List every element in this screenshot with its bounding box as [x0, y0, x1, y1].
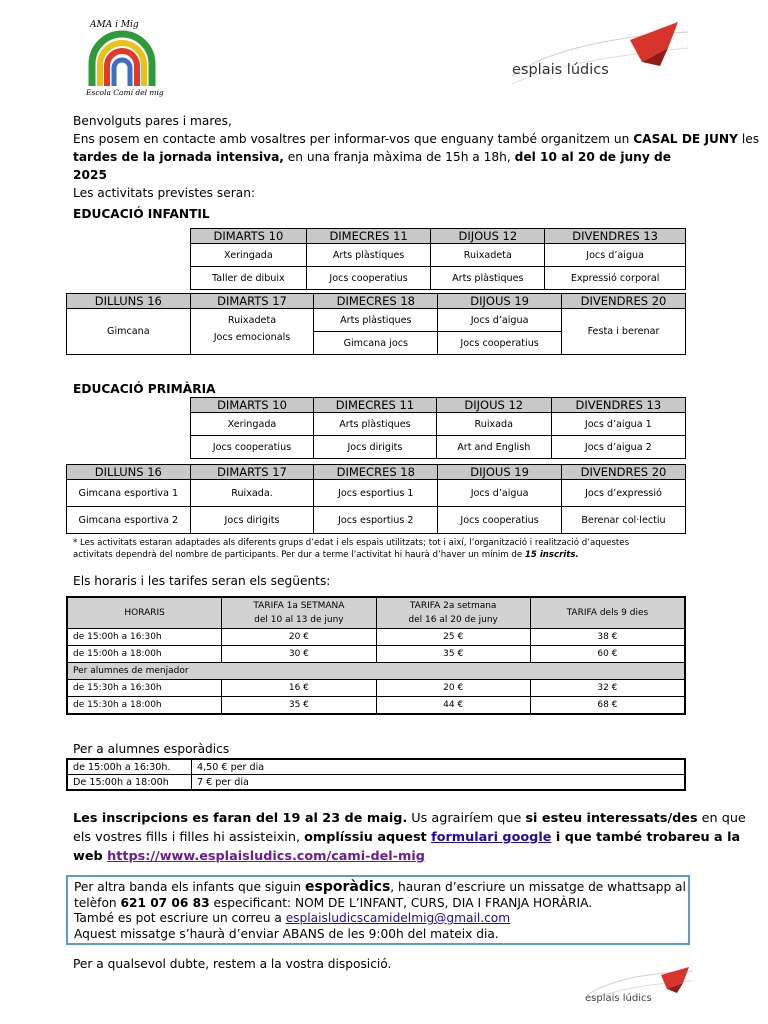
- footer-brand-logo: [585, 965, 695, 1015]
- activity-cell: Ruixada.: [190, 480, 314, 507]
- prices-table: [66, 596, 686, 715]
- tarifa-1-title: TARIFA 1a SETMANA: [253, 601, 345, 611]
- day-header: DIMARTS 10: [191, 398, 314, 413]
- day-header: DIMECRES 11: [313, 398, 436, 413]
- activities-note: [73, 537, 689, 561]
- box-text: També es pot escriure un correu a: [74, 911, 286, 925]
- intro-text-end: les: [737, 132, 760, 146]
- box-text: telèfon: [74, 895, 121, 910]
- prices-header-tarifa-2: [376, 597, 530, 629]
- box-line-1: [74, 880, 688, 896]
- activity-cell: Jocs esportius 2: [314, 507, 438, 534]
- brand-name: esplais lúdics: [512, 62, 609, 78]
- brand-swoosh-icon: [510, 18, 690, 94]
- day-header: DIVENDRES 13: [551, 398, 685, 413]
- box-text: Per altra banda els infants que siguin: [74, 880, 306, 894]
- activity-cell: Arts plàstiques: [313, 413, 436, 436]
- day-header: DIJOUS 12: [431, 229, 545, 244]
- closing: Per a qualsevol dubte, restem a la vostra disposició.: [73, 957, 392, 971]
- activity-cell: Festa i berenar: [561, 309, 685, 355]
- price-value: 16 €: [222, 680, 376, 697]
- price-value: 20 €: [222, 629, 376, 646]
- price-schedule: de 15:30h a 16:30h: [67, 680, 222, 697]
- activity-cell: Taller de dibuix: [191, 267, 307, 290]
- activity-cell: Xeringada: [191, 413, 314, 436]
- intro-bold-1: tardes de la jornada intensiva,: [73, 150, 284, 164]
- primaria-title: EDUCACIÓ PRIMÀRIA: [73, 382, 216, 396]
- esporadic-price: 7 € per dia: [192, 775, 686, 791]
- inscripcions-line-2: [73, 828, 741, 847]
- box-text: [68, 877, 688, 942]
- box-line-2: [74, 896, 688, 912]
- day-header: DIVENDRES 13: [545, 229, 686, 244]
- day-header: DIMECRES 18: [314, 294, 438, 309]
- school-logo: [82, 20, 162, 100]
- box-esporadics: esporàdics: [305, 879, 391, 895]
- prices-intro: Els horaris i les tarifes seran els següents:: [73, 574, 331, 588]
- activity-cell: Jocs emocionals: [190, 332, 314, 355]
- inscripcions-line-3: [73, 847, 693, 866]
- activity-cell: Jocs d’aigua 1: [551, 413, 685, 436]
- brand-swoosh-icon: [585, 965, 695, 1015]
- activity-cell: Jocs dirigits: [190, 507, 314, 534]
- tarifa-1-dates: del 10 al 13 de juny: [254, 615, 344, 625]
- box-text: especificant: NOM DE L’INFANT, CURS, DIA I FRANJA HORÀRIA.: [209, 895, 593, 910]
- price-value: 38 €: [530, 629, 685, 646]
- activity-cell: Jocs cooperatius: [438, 507, 562, 534]
- activity-cell: Gimcana esportiva 2: [67, 507, 191, 534]
- day-header: DIJOUS 19: [438, 294, 562, 309]
- email-link[interactable]: esplaisludicscamidelmig@gmail.com: [285, 911, 511, 925]
- infantil-title: EDUCACIÓ INFANTIL: [73, 207, 210, 221]
- activity-cell: Gimcana jocs: [314, 332, 438, 355]
- website-link[interactable]: https://www.esplaisludics.com/cami-del-mig: [107, 849, 425, 864]
- box-text: , hauran d’escriure un missatge de whattsapp al: [390, 880, 686, 894]
- inscripcions-text-bold: i que també trobareu a la: [551, 830, 741, 845]
- note-line-1: * Les activitats estaran adaptades als diferents grups d’edat i els espais utilitzats; tot i així, l’organització i realització d’aquestes: [73, 538, 630, 548]
- inscripcions-dates: Les inscripcions es faran del 19 al 23 de maig.: [73, 811, 408, 826]
- activity-cell: Jocs d’aigua 2: [551, 436, 685, 459]
- activity-cell: Arts plàstiques: [314, 309, 438, 332]
- box-line-4: Aquest missatge s’haurà d’enviar ABANS de les 9:00h del mateix dia.: [74, 926, 499, 941]
- esporadic-schedule: De 15:00h a 18:00h: [67, 775, 192, 791]
- esporadics-table: [66, 758, 686, 791]
- activity-cell: Jocs cooperatius: [191, 436, 314, 459]
- min-inscrits: 15 inscrits.: [524, 550, 579, 560]
- inscripcions: [73, 809, 746, 866]
- price-value: 60 €: [530, 646, 685, 663]
- note-text: activitats dependrà del nombre de participants. Per dur a terme l’activitat hi haurà d’haver un mínim de: [73, 550, 525, 560]
- price-value: 20 €: [376, 680, 530, 697]
- greeting: Benvolguts pares i mares,: [73, 114, 232, 128]
- activity-cell: Jocs d’aigua: [438, 309, 562, 332]
- esporadics-title: Per a alumnes esporàdics: [73, 742, 230, 756]
- day-header: DIVENDRES 20: [561, 465, 685, 480]
- prices-header-horaris: HORARIS: [67, 597, 222, 629]
- footer-brand-name: esplais lúdics: [585, 993, 652, 1004]
- day-header: DIMECRES 11: [306, 229, 431, 244]
- price-value: 35 €: [222, 697, 376, 715]
- inscripcions-omplissiu: omplíssiu aquest: [304, 830, 432, 845]
- activity-cell: Ruixadeta: [431, 244, 545, 267]
- day-header: DIMARTS 17: [190, 294, 314, 309]
- intro-line-3: Les activitats previstes seran:: [73, 186, 256, 200]
- price-value: 25 €: [376, 629, 530, 646]
- day-header: DIMECRES 18: [314, 465, 438, 480]
- tarifa-2-title: TARIFA 2a setmana: [409, 601, 497, 611]
- intro-line-1: [73, 130, 760, 148]
- day-header: DIVENDRES 20: [561, 294, 685, 309]
- infantil-schedule-week2: [66, 293, 686, 355]
- activity-cell: Jocs d’aigua: [545, 244, 686, 267]
- intro-text: Ens posem en contacte amb vosaltres per informar-vos que enguany també organitzem un: [73, 132, 634, 146]
- primaria-schedule-week2: [66, 464, 686, 534]
- activity-cell: Expressió corporal: [545, 267, 686, 290]
- rainbow-icon: [86, 30, 158, 88]
- day-header: DIJOUS 12: [436, 398, 551, 413]
- intro-franja: en una franja màxima de 15h a 18h,: [283, 150, 515, 164]
- inscripcions-line-1: [73, 809, 746, 828]
- activity-cell: Jocs dirigits: [313, 436, 436, 459]
- box-line-3: [74, 911, 688, 927]
- google-form-link[interactable]: formulari google: [431, 830, 552, 845]
- intro-line-2: [73, 148, 693, 184]
- menjador-label: Per alumnes de menjador: [67, 663, 685, 680]
- esporadic-price: 4,50 € per dia: [192, 759, 686, 775]
- infantil-schedule-week1: [190, 228, 686, 290]
- esporadic-schedule: de 15:00h a 16:30h.: [67, 759, 192, 775]
- whatsapp-phone: 621 07 06 83: [120, 895, 210, 910]
- activity-cell: Berenar col·lectiu: [561, 507, 685, 534]
- activity-cell: Ruixada: [436, 413, 551, 436]
- activity-cell: Gimcana esportiva 1: [67, 480, 191, 507]
- tarifa-2-dates: del 16 al 20 de juny: [408, 615, 498, 625]
- activity-cell: Jocs cooperatius: [438, 332, 562, 355]
- inscripcions-web-label: web: [73, 849, 108, 864]
- price-value: 32 €: [530, 680, 685, 697]
- activity-cell: Jocs cooperatius: [306, 267, 431, 290]
- activity-cell: Art and English: [436, 436, 551, 459]
- inscripcions-text: Us agrairíem que: [407, 811, 526, 826]
- intro: [73, 112, 760, 202]
- price-schedule: de 15:30h a 18:00h: [67, 697, 222, 715]
- price-schedule: de 15:00h a 16:30h: [67, 629, 222, 646]
- price-value: 68 €: [530, 697, 685, 715]
- inscripcions-interessats: si esteu interessats/des: [525, 811, 698, 826]
- prices-header-tarifa-3: TARIFA dels 9 dies: [530, 597, 685, 629]
- price-value: 44 €: [376, 697, 530, 715]
- activity-cell: Jocs d’expressió: [561, 480, 685, 507]
- activity-cell: Xeringada: [191, 244, 307, 267]
- activity-cell: Jocs d’aigua: [438, 480, 562, 507]
- day-header: DIMARTS 10: [191, 229, 307, 244]
- inscripcions-text: els vostres fills i filles hi assisteixin,: [73, 830, 305, 845]
- activity-cell: Arts plàstiques: [431, 267, 545, 290]
- activity-cell: Arts plàstiques: [306, 244, 431, 267]
- prices-header-tarifa-1: [222, 597, 376, 629]
- day-header: DIJOUS 19: [438, 465, 562, 480]
- inscripcions-text: en que: [697, 811, 746, 826]
- price-value: 30 €: [222, 646, 376, 663]
- activity-cell: Gimcana: [67, 309, 191, 355]
- day-header: DILLUNS 16: [67, 294, 191, 309]
- casal-name: CASAL DE JUNY: [633, 132, 738, 146]
- day-header: DIMARTS 17: [190, 465, 314, 480]
- day-header: DILLUNS 16: [67, 465, 191, 480]
- primaria-schedule-week1: [190, 397, 686, 459]
- esporadics-contact-box: [66, 875, 690, 945]
- price-value: 35 €: [376, 646, 530, 663]
- intro-dates: del 10 al 20 de juny de 2025: [73, 150, 672, 182]
- note-line-2: [73, 549, 689, 561]
- price-schedule: de 15:00h a 18:00h: [67, 646, 222, 663]
- activity-cell: Jocs esportius 1: [314, 480, 438, 507]
- school-logo-bottom-text: Escola Camí del mig: [86, 88, 164, 97]
- school-logo-top-text: AMA i Mig: [90, 20, 139, 30]
- activity-cell: Ruixadeta: [190, 309, 314, 332]
- brand-logo: [510, 18, 690, 94]
